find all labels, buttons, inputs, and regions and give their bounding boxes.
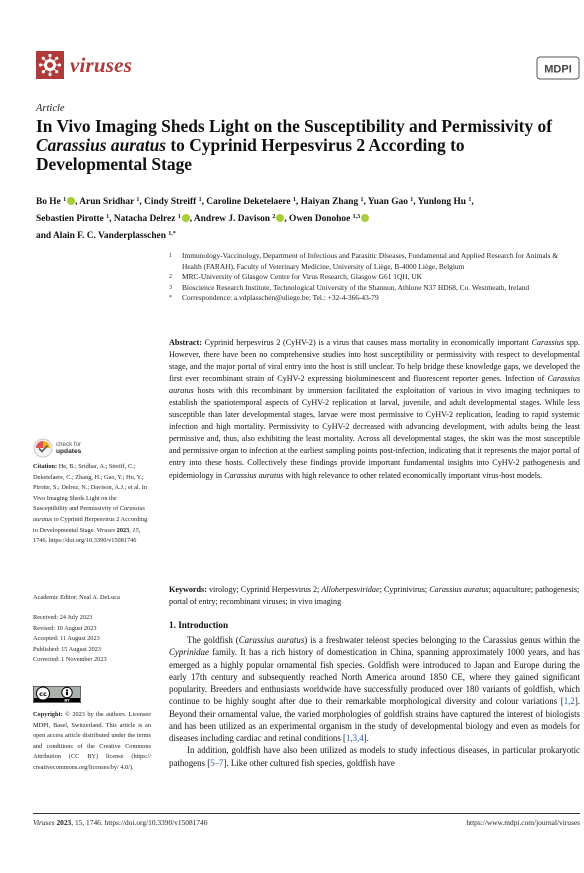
received-date: Received: 24 July 2023 xyxy=(33,614,93,621)
svg-text:BY: BY xyxy=(64,698,70,703)
author[interactable]: Caroline Deketelaere $^1$ xyxy=(206,197,296,207)
check-updates-icon xyxy=(33,438,53,458)
introduction-body xyxy=(169,634,580,769)
orcid-icon[interactable] xyxy=(67,197,75,205)
author[interactable]: Haiyan Zhang $^1$ xyxy=(300,197,364,207)
author[interactable]: Natacha Delrez $^1$ xyxy=(114,214,190,224)
citation-doi-link[interactable]: , 1746. https://doi.org/10.3390/v15081746 xyxy=(33,526,141,545)
author[interactable]: Yuan Gao $^1$ xyxy=(367,197,414,207)
footer-journal-url[interactable]: https://www.mdpi.com/journal/viruses xyxy=(466,818,580,827)
title-species: Carassius auratus xyxy=(36,135,167,155)
check-updates-label: check for updates xyxy=(56,441,82,455)
abstract: Abstract: Cyprinid herpesvirus 2 (CyHV-2) is a virus that causes mass mortality in economically important Carassius spp. However, there have been no comprehensive studies into host susceptibility or permissivity with respect to developmental stage, and the major portal of viral entry into the host is still unclear. To help bridge these knowledge gaps, we developed the first ever recombinant strain of CyHV-2 expressing bioluminescent and fluorescent reporter genes. Infection of Carassius auratus hosts with this recombinant by immersion facilitated the exploitation of various in vivo imaging techniques to establish the spatiotemporal aspects of CyHV-2 replication at larval, juvenile, and adult developmental stages. While less susceptible than later developmental stages, larvae were most permissive to CyHV-2 replication, leading to rapid systemic infection and high mortality. Permissivity to CyHV-2 decreased with advancing development, with adults being the least permissive and, thus, also exhibiting the least mortality. Across all developmental stages, the skin was the most susceptible and permissive organ to infection at the earliest sampling points post-infection, indicating that it represents the major portal of entry into these hosts. Collectively these findings provide important fundamental insights into CyHV-2 pathogenesis and epidemiology in Carassius auratus with high relevance to other related economically important virus-host models. xyxy=(169,338,580,480)
section-heading: 1. Introduction xyxy=(169,620,229,630)
article-dates xyxy=(33,613,153,666)
footer-citation[interactable]: Viruses 2023, 15, 1746. https://doi.org/10.3390/v15081746 xyxy=(33,818,208,827)
paragraph: In addition, goldfish have also been utilized as models to study infectious diseases, in particular prokaryotic pathogens [5–7]. Like other cultured fish species, goldfish have xyxy=(169,745,580,768)
paragraph: The goldfish (Carassius auratus) is a freshwater teleost species belonging to the Carassius genus within the Cyprinidae family. It has a rich history of domestication in China, spanning approximately 1000 years, and has emerged as a highly popular ornamental fish species. Goldfish were introduced to Japan and Europe during the early 17th century and subsequently reached North America around 1850 CE, where they gained significant popularity. Breeders and enthusiasts worldwide have successfully produced over 180 variants of goldfish, which continue to be highly sought after due to their remarkable morphological diversity and colour variations [1,2]. Beyond their ornamental value, the varied morphologies of goldfish strains have captured the interest of biologists and has been utilized as an experimental organism in the study of developmental biology and even as models for diseases including cardiac and retinal conditions [1,3,4]. xyxy=(169,635,580,743)
check-for-updates-button[interactable] xyxy=(33,437,103,459)
orcid-icon[interactable] xyxy=(182,214,190,222)
cc-by-license-badge[interactable] xyxy=(33,686,81,703)
svg-text:cc: cc xyxy=(39,690,47,698)
citation-link[interactable]: 1,3,4 xyxy=(345,733,364,743)
virus-icon xyxy=(36,51,64,79)
affiliation: 3 Bioscience Research Institute, Technological University of the Shannon, Athlone N37 HD68, Co. Westmeath, Ireland xyxy=(169,282,530,292)
author[interactable]: Sebastien Pirotte $^1$ xyxy=(36,214,110,224)
journal-logo[interactable] xyxy=(36,50,156,80)
accepted-date: Accepted: 11 August 2023 xyxy=(33,635,100,643)
published-date: Published: 15 August 2023 xyxy=(33,645,102,653)
affiliations xyxy=(169,251,579,304)
author[interactable]: Alain F. C. Vanderplasschen $^{1,*}$ xyxy=(52,231,176,241)
footer-divider xyxy=(33,813,580,814)
affiliation: 1 Immunology-Vaccinology, Department of Infectious and Parasitic Diseases, Fundamental and Applied Research for Animals & Health (FARAH), Faculty of Veterinary Medicine, University of Liège, B-4000 Liège, Belgium xyxy=(169,251,559,271)
article-title xyxy=(36,117,556,174)
citation: Citation: He, B.; Sridhar, A.; Streiff, C.; Deketelaere, C.; Zhang, H.; Gao, Y.; Hu, Y.; Pirotte, S.; Delrez, N.; Davison, A.J.; et al. In Vivo Imaging Sheds Light on the Susceptibility and Permissivity of Carassius auratus to Cyprinid Herpesvirus 2 According to Developmental Stage. Viruses 2023, 15, 1746. https://doi.org/10.3390/v15081746 xyxy=(33,463,148,545)
author[interactable]: Arun Sridhar $^1$ xyxy=(79,197,140,207)
publisher-name: MDPI xyxy=(544,63,572,76)
affiliation: 2 MRC-University of Glasgow Centre for Virus Research, Glasgow G61 1QH, UK xyxy=(169,272,422,281)
author[interactable]: Andrew J. Davison $^2$ xyxy=(194,214,284,224)
orcid-icon[interactable] xyxy=(276,214,284,222)
title-part2: to Cyprinid Herpesvirus 2 According to Developmental Stage xyxy=(36,135,465,174)
article-type: Article xyxy=(36,103,65,114)
author[interactable]: Owen Donohoe $^{1,3}$ xyxy=(289,214,369,224)
keywords: Keywords: virology; Cyprinid Herpesvirus 2; Alloherpesviridae; Cyprinivirus; Carassius auratus; aquaculture; pathogenesis; portal of entry; recombinant viruses; in vivo imaging xyxy=(169,585,580,607)
citation-link[interactable]: 5–7 xyxy=(210,757,224,768)
author[interactable]: Yunlong Hu $^1$ xyxy=(417,197,472,207)
correspondence[interactable]: * Correspondence: a.vdplasschen@uliege.be; Tel.: +32-4-366-43-79 xyxy=(169,293,379,302)
orcid-icon[interactable] xyxy=(361,214,369,222)
title-part1: In Vivo Imaging Sheds Light on the Susceptibility and Permissivity of xyxy=(36,116,553,136)
journal-name: viruses xyxy=(70,52,133,77)
copyright-notice: Copyright: © 2023 by the authors. Licensee MDPI, Basel, Switzerland. This article is an open access article distributed under the terms and conditions of the Creative Commons Attribution (CC BY) license (https:// creativecommons.org/licenses/by/ 4.0/). xyxy=(33,711,151,771)
citation-link[interactable]: 1,2 xyxy=(563,696,575,707)
author[interactable]: Bo He $^1$ xyxy=(36,197,75,207)
revised-date: Revised: 10 August 2023 xyxy=(33,624,97,632)
author-list: Bo He $^1$ , Arun Sridhar $^1$, Cindy Streiff $^1$, Caroline Deketelaere $^1$, Haiyan Zhang $^1$, Yuan Gao $^1$, Yunlong Hu $^1$, Sebastien Pirotte $^1$, Natacha Delrez $^1$ , Andrew J. Davison $^2$ , Owen Donohoe $^{1,3}$ and Alain F. C. Vanderplasschen $^{1,*}$ xyxy=(36,197,474,241)
author[interactable]: Cindy Streiff $^1$ xyxy=(144,197,202,207)
academic-editor: Academic Editor: Neal A. DeLuca xyxy=(33,594,120,601)
corrected-date: Corrected: 1 November 2023 xyxy=(33,656,107,664)
mdpi-logo[interactable] xyxy=(536,56,580,80)
